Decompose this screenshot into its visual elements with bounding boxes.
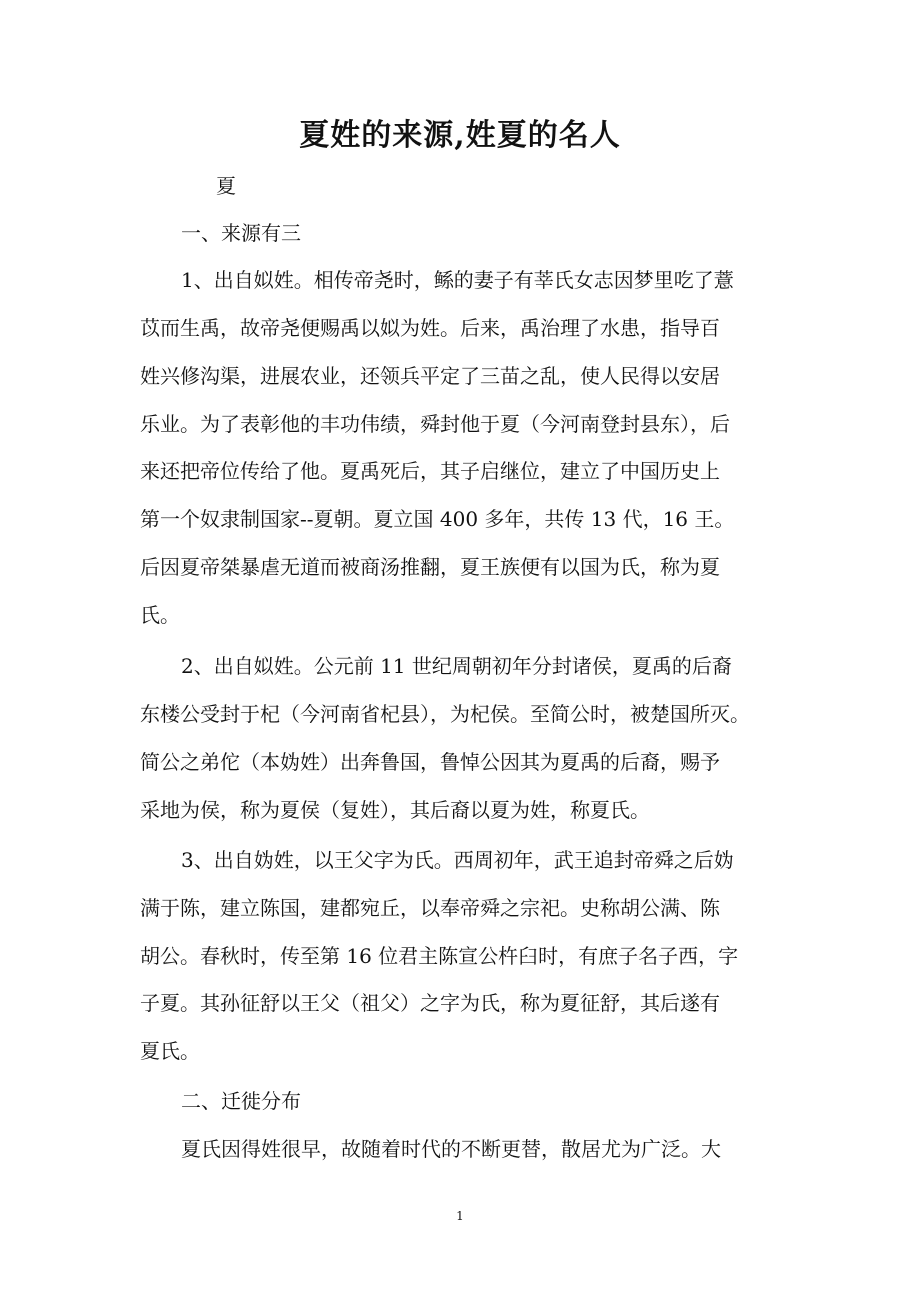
paragraph-line: 3、出自妫姓，以王父字为氏。西周初年，武王追封帝舜之后妫 bbox=[181, 848, 734, 872]
paragraph-line: 姓兴修沟渠，进展农业，还领兵平定了三苗之乱，使人民得以安居 bbox=[140, 364, 720, 388]
paragraph-line: 第一个奴隶制国家--夏朝。夏立国 400 多年，共传 13 代，16 王。 bbox=[140, 507, 735, 531]
paragraph-line: 后因夏帝桀暴虐无道而被商汤推翻，夏王族便有以国为氏，称为夏 bbox=[140, 555, 720, 579]
paragraph-line: 胡公。春秋时，传至第 16 位君主陈宣公杵臼时，有庶子名子西，字 bbox=[140, 944, 739, 968]
paragraph-line: 乐业。为了表彰他的丰功伟绩，舜封他于夏（今河南登封县东），后 bbox=[140, 412, 730, 436]
section-heading: 二、迁徙分布 bbox=[181, 1089, 301, 1113]
paragraph-line: 夏氏因得姓很早，故随着时代的不断更替，散居尤为广泛。大 bbox=[181, 1137, 721, 1161]
paragraph-line: 简公之弟佗（本妫姓）出奔鲁国，鲁悼公因其为夏禹的后裔，赐予 bbox=[140, 750, 720, 774]
text-line: 夏 bbox=[216, 174, 236, 198]
paragraph-line: 满于陈，建立陈国，建都宛丘，以奉帝舜之宗祀。史称胡公满、陈 bbox=[140, 896, 720, 920]
paragraph-line: 子夏。其孙征舒以王父（祖父）之字为氏，称为夏征舒，其后遂有 bbox=[140, 991, 720, 1015]
paragraph-line: 氏。 bbox=[140, 603, 180, 627]
paragraph-line: 来还把帝位传给了他。夏禹死后，其子启继位，建立了中国历史上 bbox=[140, 459, 720, 483]
page-number: 1 bbox=[456, 1209, 464, 1223]
paragraph-line: 夏氏。 bbox=[140, 1039, 200, 1063]
paragraph-line: 1、出自姒姓。相传帝尧时，鲧的妻子有莘氏女志因梦里吃了薏 bbox=[181, 268, 734, 292]
paragraph-line: 苡而生禹，故帝尧便赐禹以姒为姓。后来，禹治理了水患，指导百 bbox=[140, 316, 720, 340]
paragraph-line: 东楼公受封于杞（今河南省杞县），为杞侯。至简公时，被楚国所灭。 bbox=[140, 702, 750, 726]
paragraph-line: 采地为侯，称为夏侯（复姓），其后裔以夏为姓，称夏氏。 bbox=[140, 798, 650, 822]
section-heading: 一、来源有三 bbox=[181, 221, 301, 245]
paragraph-line: 2、出自姒姓。公元前 11 世纪周朝初年分封诸侯，夏禹的后裔 bbox=[181, 654, 732, 678]
document-title: 夏姓的来源,姓夏的名人 bbox=[299, 118, 621, 153]
